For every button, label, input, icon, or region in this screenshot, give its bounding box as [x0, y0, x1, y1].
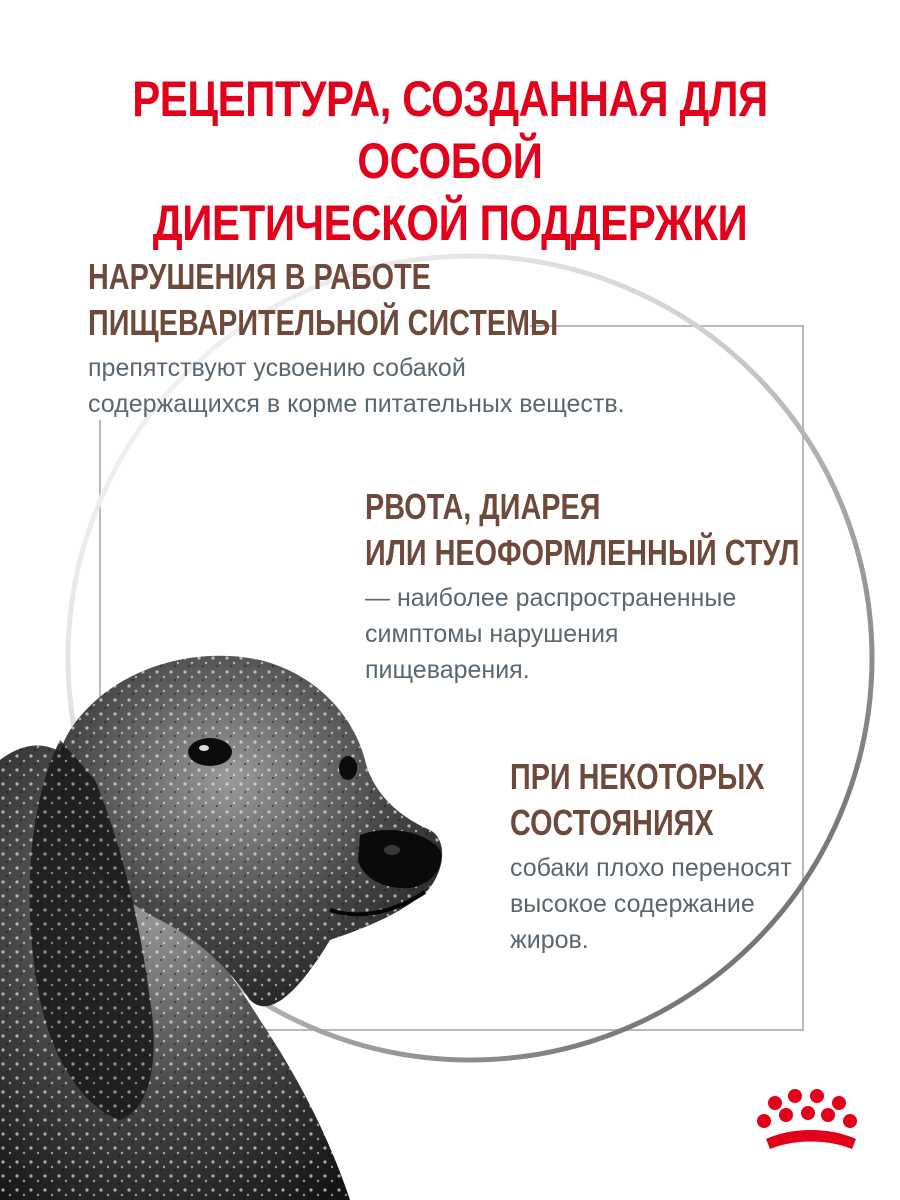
block-text-line: жиров.: [510, 926, 589, 954]
headline-line-1: РЕЦЕПТУРА, СОЗДАННАЯ ДЛЯ ОСОБОЙ: [132, 71, 768, 189]
block-text-line: симптомы нарушения: [365, 620, 619, 648]
block-title-line: РВОТА, ДИАРЕЯ: [365, 486, 601, 527]
block-title-line: ИЛИ НЕОФОРМЛЕННЫЙ СТУЛ: [365, 532, 800, 573]
block-text-line: собаки плохо переносят: [510, 854, 792, 882]
block-title: [510, 754, 765, 846]
block-text-line: — наиболее распространенные: [365, 584, 737, 612]
headline: [72, 68, 828, 254]
headline-line-2: ДИЕТИЧЕСКОЙ ПОДДЕРЖКИ: [152, 195, 748, 251]
block-text-line: пищеварения.: [365, 656, 530, 684]
block-title: [88, 254, 558, 346]
dog-image: [0, 640, 470, 1200]
block-text: [510, 850, 828, 958]
info-block-fat-intolerance: [510, 754, 828, 958]
block-text: [88, 350, 676, 422]
block-title-line: ПИЩЕВАРИТЕЛЬНОЙ СИСТЕМЫ: [88, 302, 559, 343]
block-title-line: ПРИ НЕКОТОРЫХ: [510, 756, 765, 797]
block-title: [365, 484, 799, 576]
block-title-line: СОСТОЯНИЯХ: [510, 802, 714, 843]
block-text-line: содержащихся в корме питательных веществ.: [88, 390, 625, 418]
block-text-line: препятствуют усвоению собакой: [88, 354, 466, 382]
info-block-digestive-disorders: [88, 254, 676, 422]
block-text-line: высокое содержание: [510, 890, 755, 918]
block-title-line: НАРУШЕНИЯ В РАБОТЕ: [88, 256, 431, 297]
crown-logo-icon: [752, 1085, 870, 1153]
